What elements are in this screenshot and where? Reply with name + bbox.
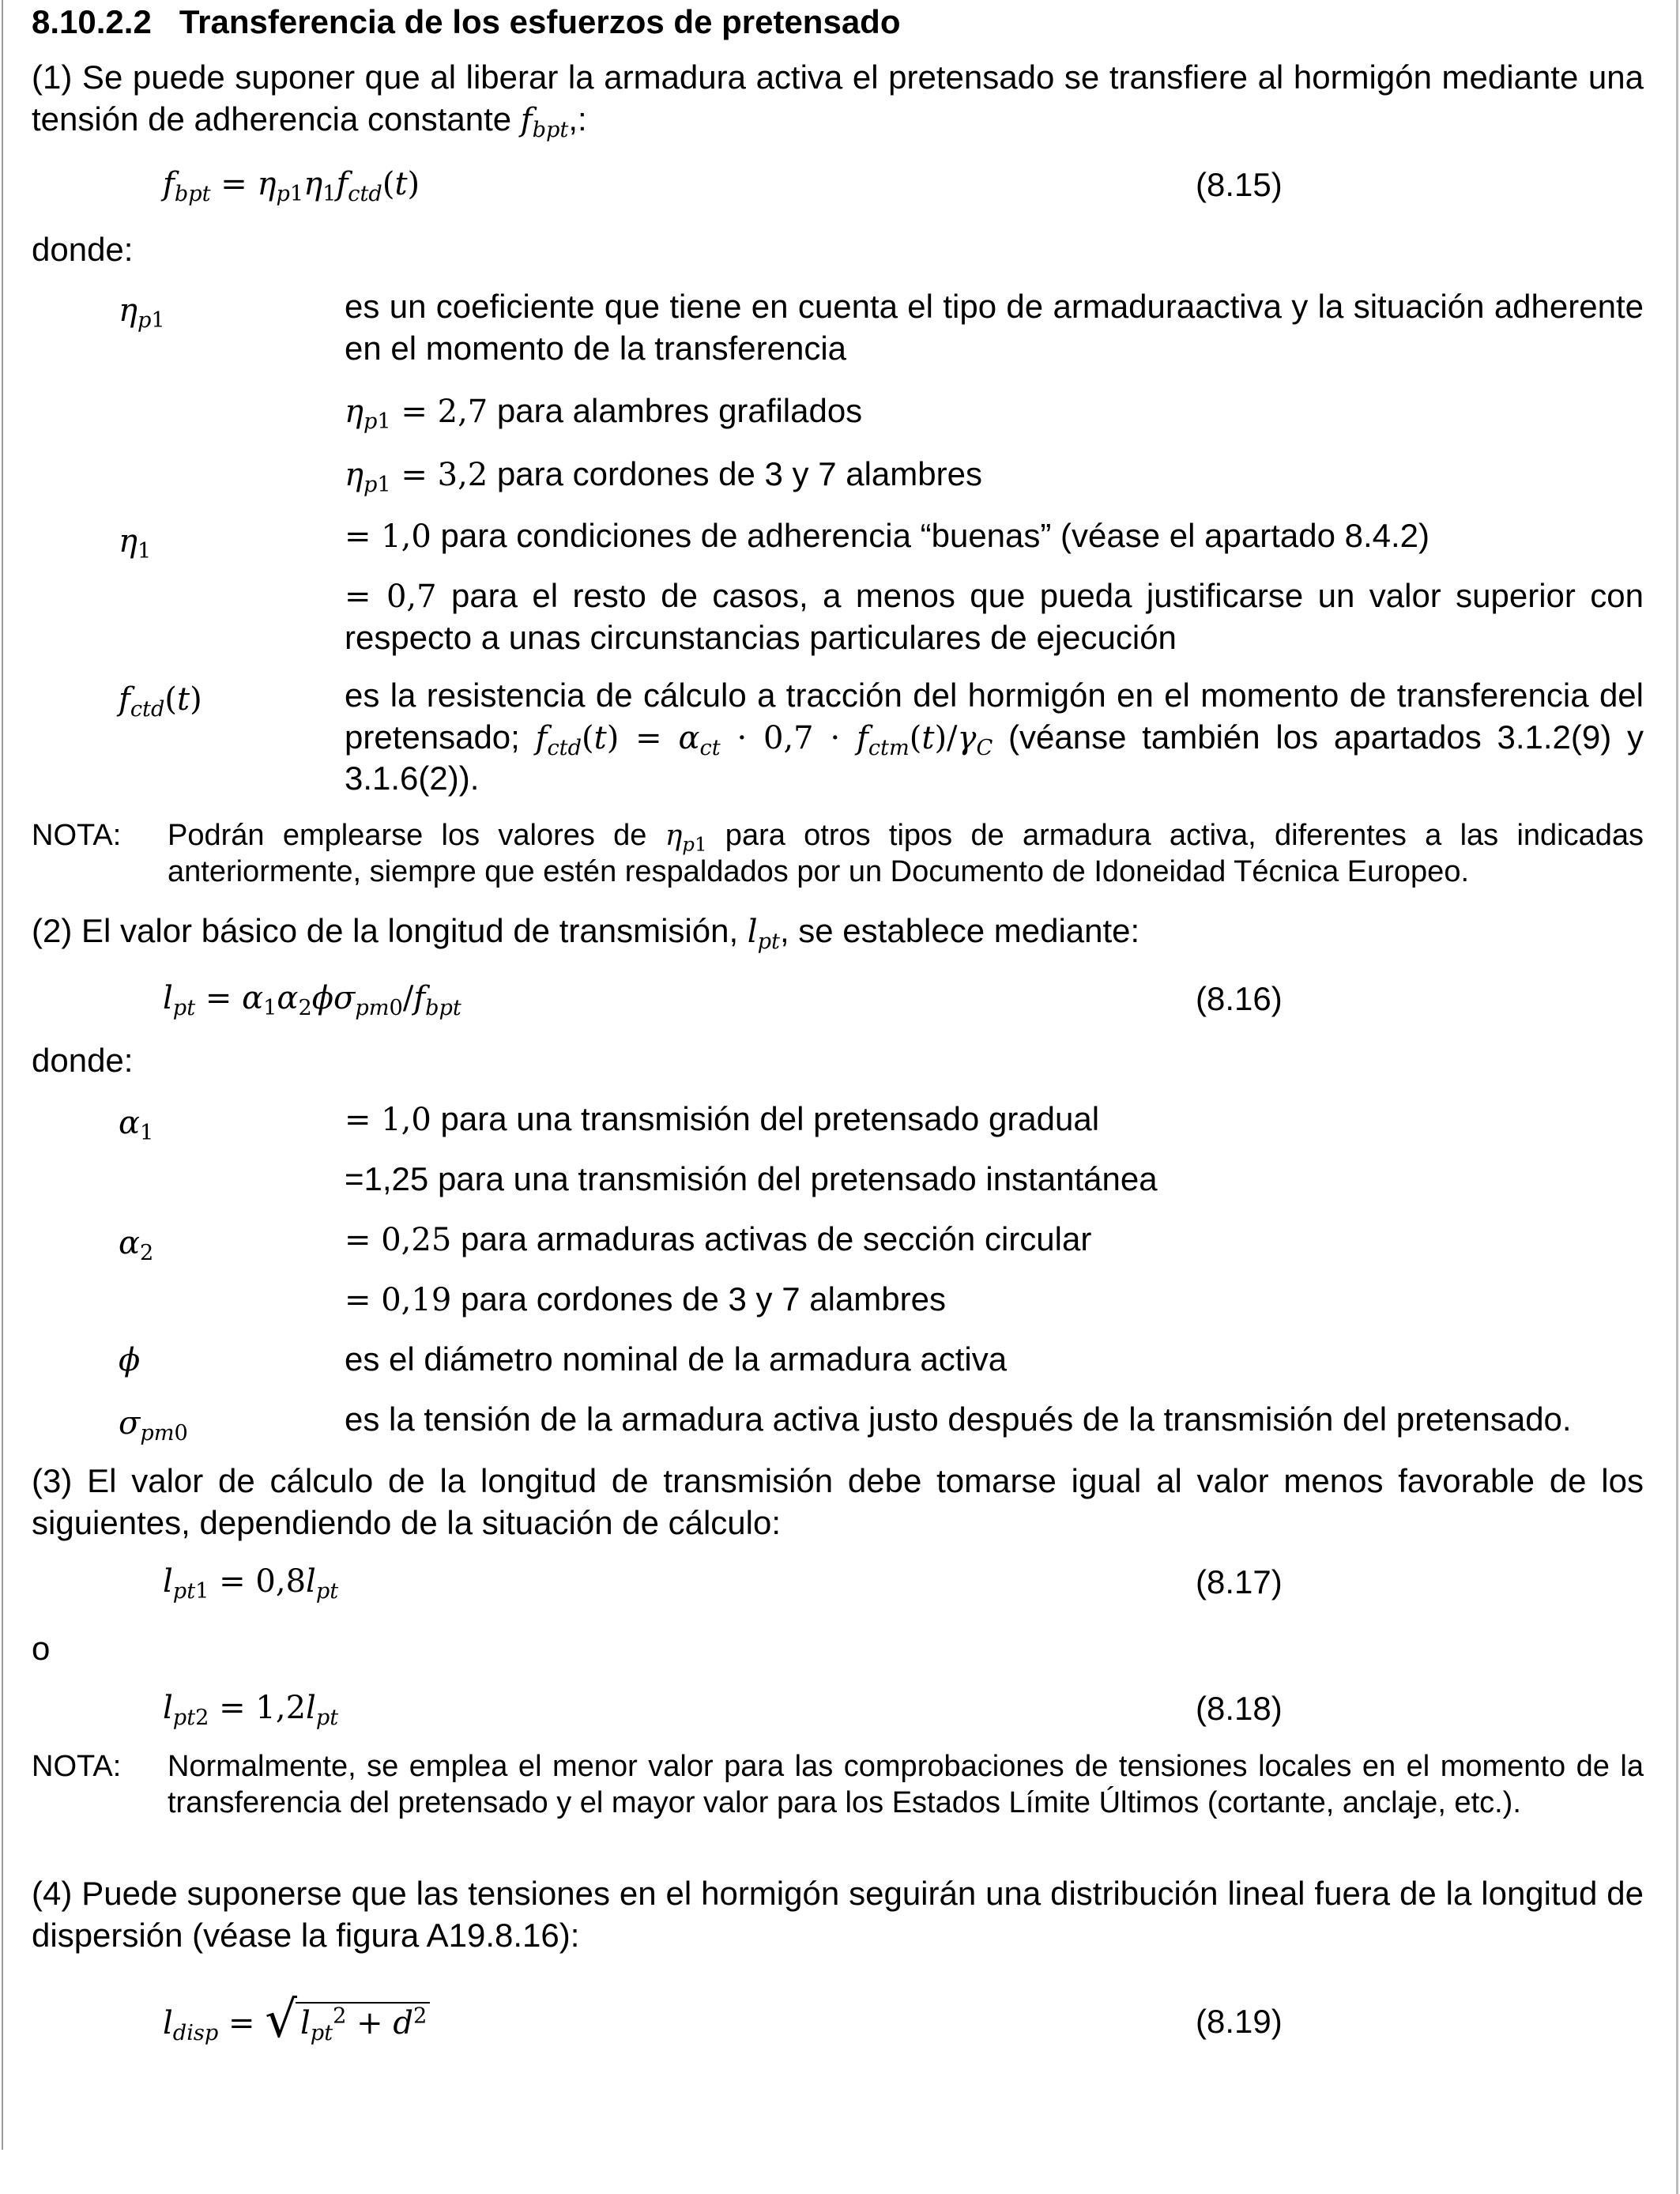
symbol-eta-1: $\eta_1$ (119, 523, 152, 564)
symbol-phi: ϕ (119, 1342, 141, 1378)
definition-fctd: es la resistencia de cálculo a tracción del hormigón en el momento de transferencia del pretensado; $f_{ctd}(t) = \alpha_{ct} \cdot 0,7 \cdot f_{ctm}(t)/\gamma_C$ (véanse también los apartados 3.1.2(9) y 3.1.6(2)). (345, 677, 1644, 797)
left-border (2, 0, 3, 2150)
symbol-sigma-pm0: $\sigma_{pm0}$ (119, 1405, 188, 1446)
equation-8-19: $l_{disp}$ = √ $l_{pt}^2 + d^2$ (163, 1985, 430, 2049)
equation-number-8-15: (8.15) (1196, 166, 1283, 203)
section-number: 8.10.2.2 (32, 3, 152, 40)
symbol-alpha-2: $\alpha_2$ (119, 1225, 154, 1266)
or-label: o (32, 1630, 51, 1667)
equation-number-8-19: (8.19) (1196, 2003, 1283, 2040)
equation-number-8-18: (8.18) (1196, 1690, 1283, 1727)
definition-alpha-2-value-a: = 0,25 para armaduras activas de sección circular (345, 1220, 1092, 1258)
symbol-alpha-1: $\alpha_1$ (119, 1105, 154, 1146)
equation-number-8-16: (8.16) (1196, 980, 1283, 1017)
symbol-eta-p1: $\eta_{p1}$ (119, 292, 165, 334)
paragraph-2: (2) El valor básico de la longitud de transmisión, $l_{pt}$, se establece mediante: (32, 912, 1140, 955)
right-border (1676, 0, 1678, 2194)
definition-eta-p1-value-a: $\eta_{p1} = 2,7$ para alambres grafilados (345, 392, 863, 435)
paragraph-1-tail: ,: (568, 100, 587, 138)
paragraph-3: (3) El valor de cálculo de la longitud de transmisión debe tomarse igual al valor menos favorable de los siguientes, dependiendo de la situación de cálculo: (32, 1462, 1644, 1541)
definition-eta-1-value-a: = 1,0 para condiciones de adherencia “buenas” (véase el apartado 8.4.2) (345, 517, 1430, 555)
definition-eta-p1-value-b: $\eta_{p1} = 3,2$ para cordones de 3 y 7 alambres (345, 455, 982, 498)
note-2-text: Normalmente, se emplea el menor valor para las comprobaciones de tensiones locales en el momento de la transferencia del pretensado y el mayor valor para los Estados Límite Últimos (cortante, anclaje, etc.). (168, 1750, 1644, 1820)
definition-alpha-2-value-b: = 0,19 para cordones de 3 y 7 alambres (345, 1280, 946, 1318)
definition-alpha-1-value-a: = 1,0 para una transmisión del pretensado gradual (345, 1100, 1100, 1138)
note-1-text: Podrán emplearse los valores de $\eta_{p1}$ para otros tipos de armadura activa, diferentes a las indicadas anteriormente, siempre que estén respaldados por un Documento de Idoneidad Técnica Europeo. (168, 819, 1644, 889)
paragraph-1-text: (1) Se puede suponer que al liberar la armadura activa el pretensado se transfiere al hormigón mediante una tensión de adherencia constante (32, 58, 1644, 138)
note-2-label: NOTA: (32, 1750, 122, 1783)
paragraph-4: (4) Puede suponerse que las tensiones en el hormigón seguirán una distribución lineal fuera de la longitud de dispersión (véase la figura A19.8.16): (32, 1875, 1644, 1954)
equation-8-16: $l_{pt} = \alpha_1\alpha_2\phi\sigma_{pm0}/f_{bpt}$ (163, 980, 461, 1021)
section-title: Transferencia de los esfuerzos de pretensado (179, 3, 901, 40)
definition-sigma-pm0: es la tensión de la armadura activa justo después de la transmisión del pretensado. (345, 1400, 1572, 1438)
paragraph-1: (1) Se puede suponer que al liberar la armadura activa el pretensado se transfiere al hormigón mediante una tensión de adherencia constante $f_{bpt}$,: (32, 58, 1644, 142)
definition-phi: es el diámetro nominal de la armadura activa (345, 1340, 1008, 1378)
equation-8-15: $f_{bpt} = \eta_{p1}\eta_1f_{ctd}(t)$ (163, 166, 420, 207)
definition-alpha-1-value-b: =1,25 para una transmisión del pretensado instantánea (345, 1160, 1158, 1197)
definition-eta-p1: es un coeficiente que tiene en cuenta el tipo de armaduraactiva y la situación adherente en el momento de la transferencia (345, 288, 1644, 367)
note-1-label: NOTA: (32, 819, 122, 852)
equation-number-8-17: (8.17) (1196, 1563, 1283, 1600)
section-heading (32, 2, 901, 43)
donde-label-2: donde: (32, 1042, 134, 1079)
equation-8-18: $l_{pt2} = 1,2l_{pt}$ (163, 1690, 339, 1731)
symbol-fctd: $f_{ctd}(t)$ (119, 681, 202, 722)
equation-8-17: $l_{pt1} = 0,8l_{pt}$ (163, 1563, 339, 1604)
donde-label-1: donde: (32, 231, 134, 268)
definition-eta-1-value-b: = 0,7 para el resto de casos, a menos que pueda justificarse un valor superior con respecto a unas circunstancias particulares de ejecución (345, 577, 1644, 656)
